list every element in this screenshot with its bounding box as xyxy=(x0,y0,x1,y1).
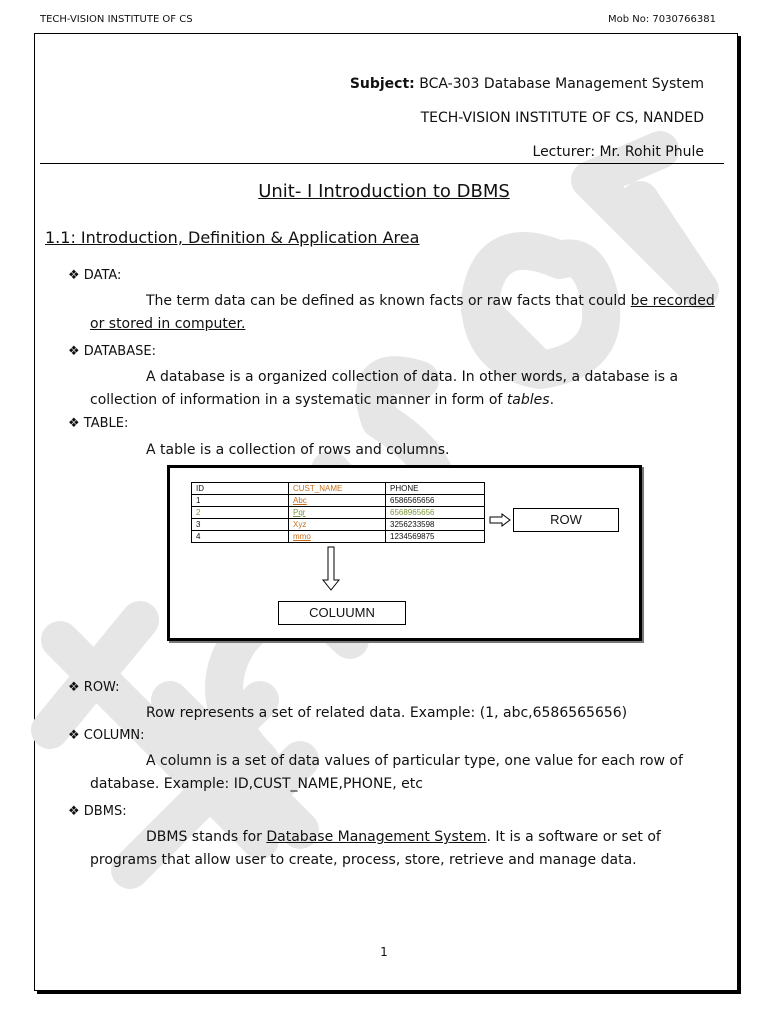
row-label-box: ROW xyxy=(513,508,619,532)
header-phone: Mob No: 7030766381 xyxy=(607,14,716,25)
cell: 1234569875 xyxy=(386,531,485,543)
para-table xyxy=(90,439,722,462)
cell: 4 xyxy=(192,531,289,543)
cell: 2 xyxy=(192,507,289,519)
database-text-2: collection of information in a systematic manner in form of xyxy=(90,392,507,408)
dbms-text-2: . It is a software or set of xyxy=(486,829,661,845)
header-phone: PHONE xyxy=(386,483,485,495)
column-label-box: COLUUMN xyxy=(278,601,406,625)
table-text: A table is a collection of rows and columns. xyxy=(146,442,450,458)
term-column: COLUMN: xyxy=(83,728,145,743)
lecturer-line: Lecturer: Mr. Rohit Phule xyxy=(532,144,704,160)
header-id: ID xyxy=(192,483,289,495)
dbms-text-3: programs that allow user to create, process, store, retrieve and manage data. xyxy=(90,852,637,868)
cell: 6568965656 xyxy=(386,507,485,519)
table-figure xyxy=(167,465,642,641)
cell: Xyz xyxy=(289,519,386,531)
section-number: 1.1 xyxy=(45,228,71,247)
subject-line xyxy=(350,74,704,94)
term-data: DATA: xyxy=(83,268,122,283)
bullet-row: ❖ ROW: xyxy=(68,680,120,695)
database-text: A database is a organized collection of data. In other words, a database is a xyxy=(146,369,679,385)
bullet-data: ❖ DATA: xyxy=(68,268,122,283)
cell: 6586565656 xyxy=(386,495,485,507)
data-underlined-2: or stored in computer. xyxy=(90,316,246,332)
cell: 3 xyxy=(192,519,289,531)
section-title: : Introduction, Definition & Application Area xyxy=(70,228,420,247)
bullet-dbms: ❖ DBMS: xyxy=(68,804,127,819)
bullet-database: ❖ DATABASE: xyxy=(68,344,156,359)
column-text-2: database. Example: ID,CUST_NAME,PHONE, etc xyxy=(90,776,423,792)
data-text: The term data can be defined as known facts or raw facts that could xyxy=(146,293,631,309)
title-divider xyxy=(40,163,724,164)
dbms-text: DBMS stands for xyxy=(146,829,267,845)
row-arrow xyxy=(490,514,510,526)
header-cust-name: CUST_NAME xyxy=(289,483,386,495)
para-dbms xyxy=(90,826,722,872)
cell: mmo xyxy=(289,531,386,543)
para-row xyxy=(90,702,722,725)
cell: 1 xyxy=(192,495,289,507)
cell: Pqr xyxy=(289,507,386,519)
section-heading xyxy=(45,228,419,247)
bullet-table: ❖ TABLE: xyxy=(68,416,129,431)
institute-line: TECH-VISION INSTITUTE OF CS, NANDED xyxy=(420,110,704,126)
para-database xyxy=(90,366,722,412)
cell: 3256233598 xyxy=(386,519,485,531)
row-text: Row represents a set of related data. Example: (1, abc,6586565656) xyxy=(146,705,628,721)
dbms-underlined: Database Management System xyxy=(266,829,487,845)
term-database: DATABASE: xyxy=(83,344,156,359)
unit-title: Unit- I Introduction to DBMS xyxy=(258,181,510,202)
column-text: A column is a set of data values of particular type, one value for each row of xyxy=(146,753,683,769)
term-dbms: DBMS: xyxy=(83,804,127,819)
page-number: 1 xyxy=(380,945,388,959)
data-underlined: be recorded xyxy=(630,293,715,309)
column-arrow xyxy=(323,547,339,590)
cell: Abc xyxy=(289,495,386,507)
header-institute: TECH-VISION INSTITUTE OF CS xyxy=(40,14,193,25)
term-table: TABLE: xyxy=(83,416,129,431)
bullet-column: ❖ COLUMN: xyxy=(68,728,145,743)
subject-label: Subject: xyxy=(349,76,415,92)
database-italic: tables xyxy=(506,392,550,408)
term-row: ROW: xyxy=(83,680,120,695)
subject-value: BCA-303 Database Management System xyxy=(419,76,704,92)
database-period: . xyxy=(549,392,555,408)
para-column xyxy=(90,750,722,796)
para-data xyxy=(90,290,722,336)
